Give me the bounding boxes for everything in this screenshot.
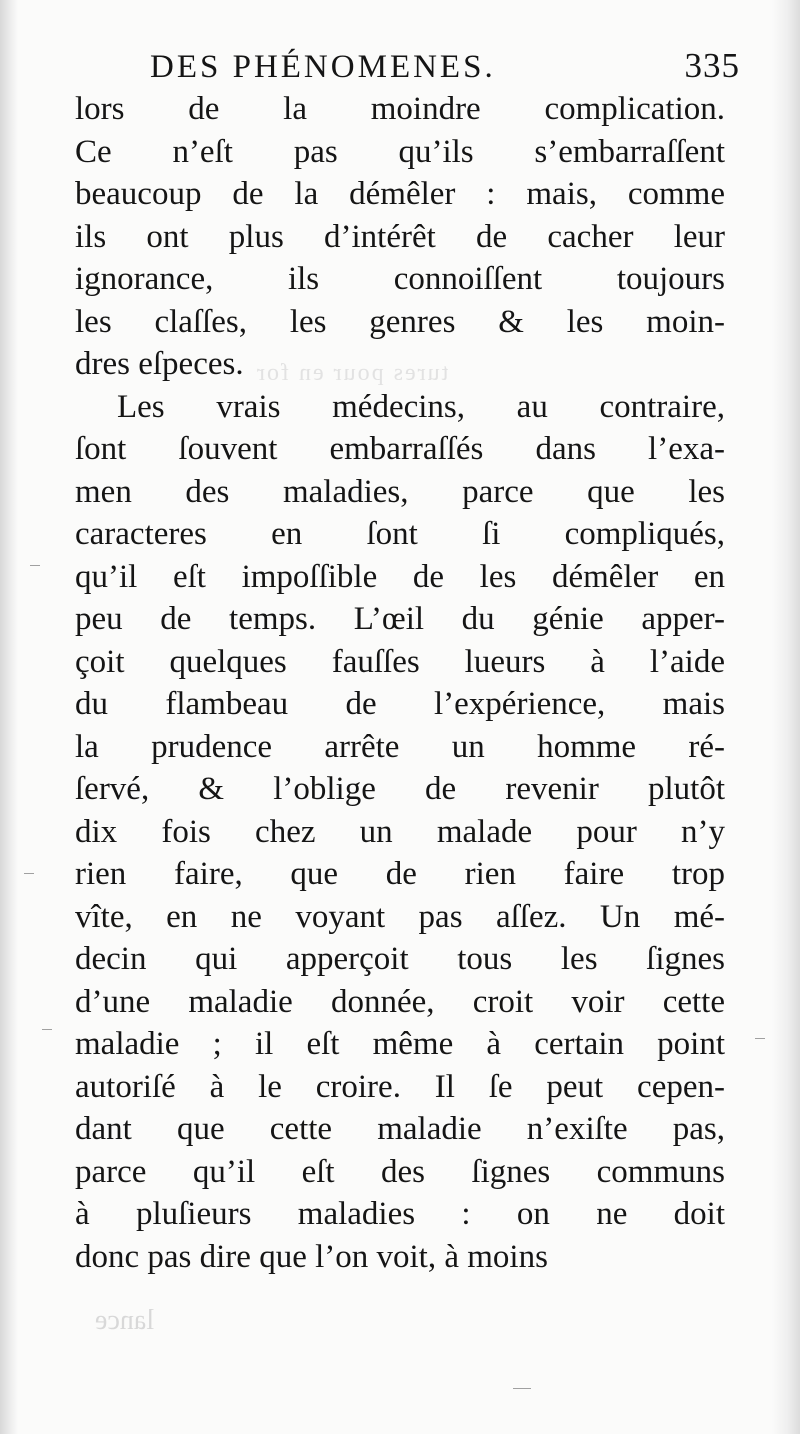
text-line: çoit quelques fauſſes lueurs à l’aide — [75, 643, 725, 680]
text-line: dres eſpeces. — [75, 346, 244, 382]
margin-mark — [513, 1388, 531, 1389]
text-line: ſervé, & l’oblige de revenir plutôt — [75, 771, 725, 807]
margin-mark — [755, 1038, 765, 1039]
text-line: donc pas dire que l’on voit, à moins — [75, 1238, 548, 1275]
text-line: parce qu’il eſt des ſignes communs — [75, 1153, 725, 1190]
text-line: vîte, en ne voyant pas aſſez. Un mé- — [75, 898, 725, 935]
margin-mark — [24, 873, 34, 874]
text-line: beaucoup de la démêler : mais, comme — [75, 176, 725, 212]
bleed-through-text-bottom: lance — [95, 1305, 155, 1336]
page-left-shadow — [0, 0, 18, 1434]
body-text — [75, 88, 725, 1278]
margin-mark — [42, 1029, 52, 1030]
text-line: qu’il eſt impoſſible de les démêler en — [75, 558, 725, 595]
paragraph-start-line: Les vrais médecins, au contraire, — [117, 388, 725, 425]
text-line: dant que cette maladie n’exiſte pas, — [75, 1111, 725, 1147]
text-line: caracteres en ſont ſi compliqués, — [75, 516, 725, 552]
text-line: decin qui apperçoit tous les ſignes — [75, 941, 725, 977]
text-line: maladie ; il eſt même à certain point — [75, 1026, 725, 1062]
text-line: ignorance, ils connoiſſent toujours — [75, 261, 725, 297]
text-line: les claſſes, les genres & les moin- — [75, 303, 725, 340]
page-number: 335 — [684, 46, 740, 85]
text-line: à pluſieurs maladies : on ne doit — [75, 1196, 725, 1232]
text-line: la prudence arrête un homme ré- — [75, 728, 725, 765]
text-line: Ce n’eſt pas qu’ils s’embarraſſent — [75, 133, 725, 170]
text-line: d’une maladie donnée, croit voir cette — [75, 983, 725, 1020]
running-title: DES PHÉNOMENES. — [150, 49, 496, 85]
text-line: ils ont plus d’intérêt de cacher leur — [75, 218, 725, 255]
margin-mark — [30, 565, 40, 566]
text-line: ſont ſouvent embarraſſés dans l’exa- — [75, 431, 725, 467]
text-line: men des maladies, parce que les — [75, 473, 725, 510]
text-line: lors de la moindre complication. — [75, 91, 725, 127]
page-right-shadow — [772, 0, 800, 1434]
bleed-through-text-middle: tures pour en for — [255, 360, 449, 386]
text-line: autoriſé à le croire. Il ſe peut cepen- — [75, 1068, 725, 1105]
text-line: rien faire, que de rien faire trop — [75, 856, 725, 892]
text-line: dix fois chez un malade pour n’y — [75, 813, 725, 850]
text-line: peu de temps. L’œil du génie apper- — [75, 601, 725, 637]
text-line: du flambeau de l’expérience, mais — [75, 686, 725, 722]
